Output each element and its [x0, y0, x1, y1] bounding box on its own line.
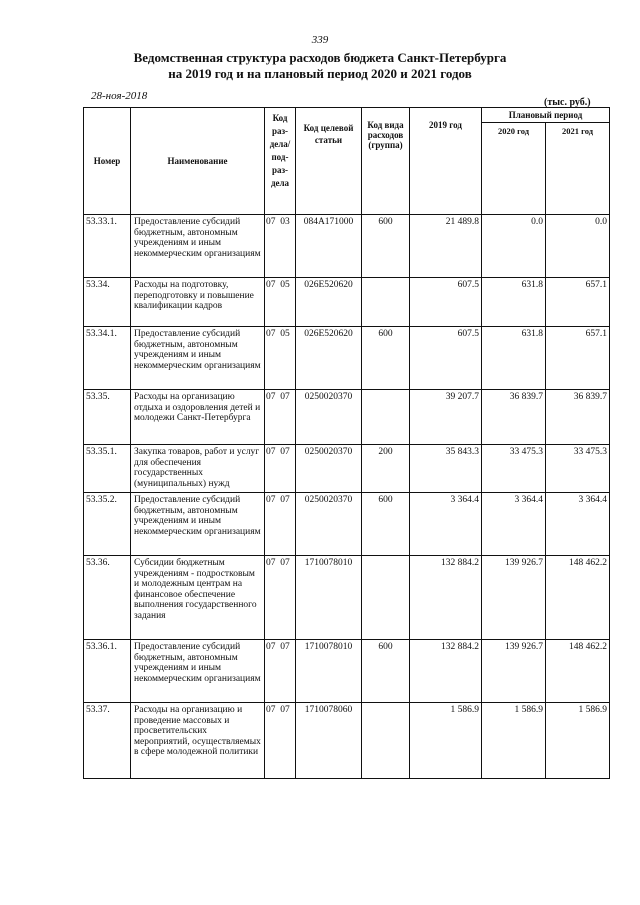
row-target: 1710078060 — [296, 703, 362, 779]
row-section — [265, 703, 296, 779]
row-2019: 132 884.2 — [410, 556, 482, 640]
row-expense-type: 600 — [362, 493, 410, 556]
row-2021: 657.1 — [546, 278, 610, 327]
row-2019: 21 489.8 — [410, 215, 482, 278]
row-name: Предоставление субсидий бюджетным, автономным учреждениям и иным некоммерческим организациям — [131, 215, 265, 278]
row-2020: 139 926.7 — [482, 640, 546, 703]
row-section-code: 07 — [266, 217, 276, 227]
row-2021: 36 839.7 — [546, 390, 610, 445]
row-section — [265, 640, 296, 703]
table-row — [84, 215, 610, 278]
row-2020: 3 364.4 — [482, 493, 546, 556]
row-expense-type — [362, 390, 410, 445]
budget-table — [83, 107, 610, 779]
row-2021: 33 475.3 — [546, 445, 610, 493]
row-subsection-code: 03 — [280, 217, 290, 227]
row-name: Расходы на организацию и проведение массовых и просветительских мероприятий, осуществляемых в сфере молодежной политики — [131, 703, 265, 779]
row-2021: 1 586.9 — [546, 703, 610, 779]
row-number: 53.36. — [84, 556, 131, 640]
row-expense-type — [362, 703, 410, 779]
table-row — [84, 278, 610, 327]
row-expense-type: 600 — [362, 327, 410, 390]
row-section-code: 07 — [266, 280, 276, 290]
title-line-2: на 2019 год и на плановый период 2020 и 2021 годов — [168, 66, 472, 81]
document-title — [0, 50, 640, 82]
row-expense-type — [362, 278, 410, 327]
page-number: 339 — [311, 34, 329, 46]
row-section — [265, 278, 296, 327]
row-section — [265, 390, 296, 445]
row-2021: 3 364.4 — [546, 493, 610, 556]
row-number: 53.37. — [84, 703, 131, 779]
header-number: Номер — [84, 108, 131, 215]
table-row — [84, 390, 610, 445]
header-2019: 2019 год — [410, 108, 482, 215]
row-expense-type: 600 — [362, 215, 410, 278]
row-number: 53.34. — [84, 278, 131, 327]
header-target: Код целевой статьи — [296, 108, 362, 215]
table-row — [84, 445, 610, 493]
row-2020: 0.0 — [482, 215, 546, 278]
row-name: Субсидии бюджетным учреждениям - подростковым и молодежным центрам на финансовое обеспечение выполнения государственного задания — [131, 556, 265, 640]
header-2021: 2021 год — [546, 123, 610, 215]
row-subsection-code: 05 — [280, 280, 290, 290]
row-name: Закупка товаров, работ и услуг для обеспечения государственных (муниципальных) нужд — [131, 445, 265, 493]
row-number: 53.35. — [84, 390, 131, 445]
row-2019: 607.5 — [410, 327, 482, 390]
row-2021: 148 462.2 — [546, 640, 610, 703]
row-section-code: 07 — [266, 447, 276, 457]
row-subsection-code: 07 — [280, 495, 290, 505]
header-row — [84, 108, 610, 123]
row-2019: 3 364.4 — [410, 493, 482, 556]
row-number: 53.34.1. — [84, 327, 131, 390]
row-target: 026Е520620 — [296, 278, 362, 327]
header-plan-period: Плановый период — [482, 108, 610, 123]
table-row — [84, 493, 610, 556]
row-section-code: 07 — [266, 495, 276, 505]
row-section — [265, 493, 296, 556]
row-section — [265, 215, 296, 278]
row-2020: 139 926.7 — [482, 556, 546, 640]
row-2020: 631.8 — [482, 278, 546, 327]
title-line-1: Ведомственная структура расходов бюджета Санкт-Петербурга — [133, 50, 507, 65]
row-name: Предоставление субсидий бюджетным, автономным учреждениям и иным некоммерческим организациям — [131, 493, 265, 556]
row-target: 1710078010 — [296, 640, 362, 703]
row-2020: 631.8 — [482, 327, 546, 390]
row-target: 0250020370 — [296, 390, 362, 445]
table-row — [84, 327, 610, 390]
row-number: 53.33.1. — [84, 215, 131, 278]
row-number: 53.36.1. — [84, 640, 131, 703]
row-2019: 39 207.7 — [410, 390, 482, 445]
row-2021: 148 462.2 — [546, 556, 610, 640]
row-expense-type: 600 — [362, 640, 410, 703]
row-subsection-code: 07 — [280, 558, 290, 568]
row-2020: 1 586.9 — [482, 703, 546, 779]
row-expense-type — [362, 556, 410, 640]
row-2020: 36 839.7 — [482, 390, 546, 445]
row-subsection-code: 07 — [280, 447, 290, 457]
row-target: 026Е520620 — [296, 327, 362, 390]
row-section — [265, 327, 296, 390]
row-section-code: 07 — [266, 558, 276, 568]
row-2021: 657.1 — [546, 327, 610, 390]
row-name: Предоставление субсидий бюджетным, автономным учреждениям и иным некоммерческим организациям — [131, 640, 265, 703]
document-date: 28-ноя-2018 — [91, 90, 148, 102]
row-2019: 35 843.3 — [410, 445, 482, 493]
row-2019: 1 586.9 — [410, 703, 482, 779]
header-expense-type: Код вида расходов (группа) — [362, 108, 410, 215]
row-section-code: 07 — [266, 642, 276, 652]
row-expense-type: 200 — [362, 445, 410, 493]
row-section-code: 07 — [266, 705, 276, 715]
row-subsection-code: 07 — [280, 705, 290, 715]
row-number: 53.35.2. — [84, 493, 131, 556]
row-section-code: 07 — [266, 392, 276, 402]
row-name: Расходы на подготовку, переподготовку и повышение квалификации кадров — [131, 278, 265, 327]
row-name: Предоставление субсидий бюджетным, автономным учреждениям и иным некоммерческим организациям — [131, 327, 265, 390]
row-target: 1710078010 — [296, 556, 362, 640]
table-row — [84, 703, 610, 779]
row-2019: 132 884.2 — [410, 640, 482, 703]
header-name: Наименование — [131, 108, 265, 215]
header-section: Код раз- дела/ под- раз- дела — [265, 108, 296, 215]
row-name: Расходы на организацию отдыха и оздоровления детей и молодежи Санкт-Петербурга — [131, 390, 265, 445]
row-target: 0250020370 — [296, 445, 362, 493]
row-section — [265, 445, 296, 493]
row-2021: 0.0 — [546, 215, 610, 278]
table-row — [84, 640, 610, 703]
row-2019: 607.5 — [410, 278, 482, 327]
row-target: 084А171000 — [296, 215, 362, 278]
row-number: 53.35.1. — [84, 445, 131, 493]
table-body — [84, 215, 610, 779]
row-section-code: 07 — [266, 329, 276, 339]
header-2020: 2020 год — [482, 123, 546, 215]
row-section — [265, 556, 296, 640]
row-target: 0250020370 — [296, 493, 362, 556]
row-subsection-code: 05 — [280, 329, 290, 339]
row-subsection-code: 07 — [280, 392, 290, 402]
row-2020: 33 475.3 — [482, 445, 546, 493]
table-row — [84, 556, 610, 640]
units-label: (тыс. руб.) — [544, 97, 591, 108]
row-subsection-code: 07 — [280, 642, 290, 652]
